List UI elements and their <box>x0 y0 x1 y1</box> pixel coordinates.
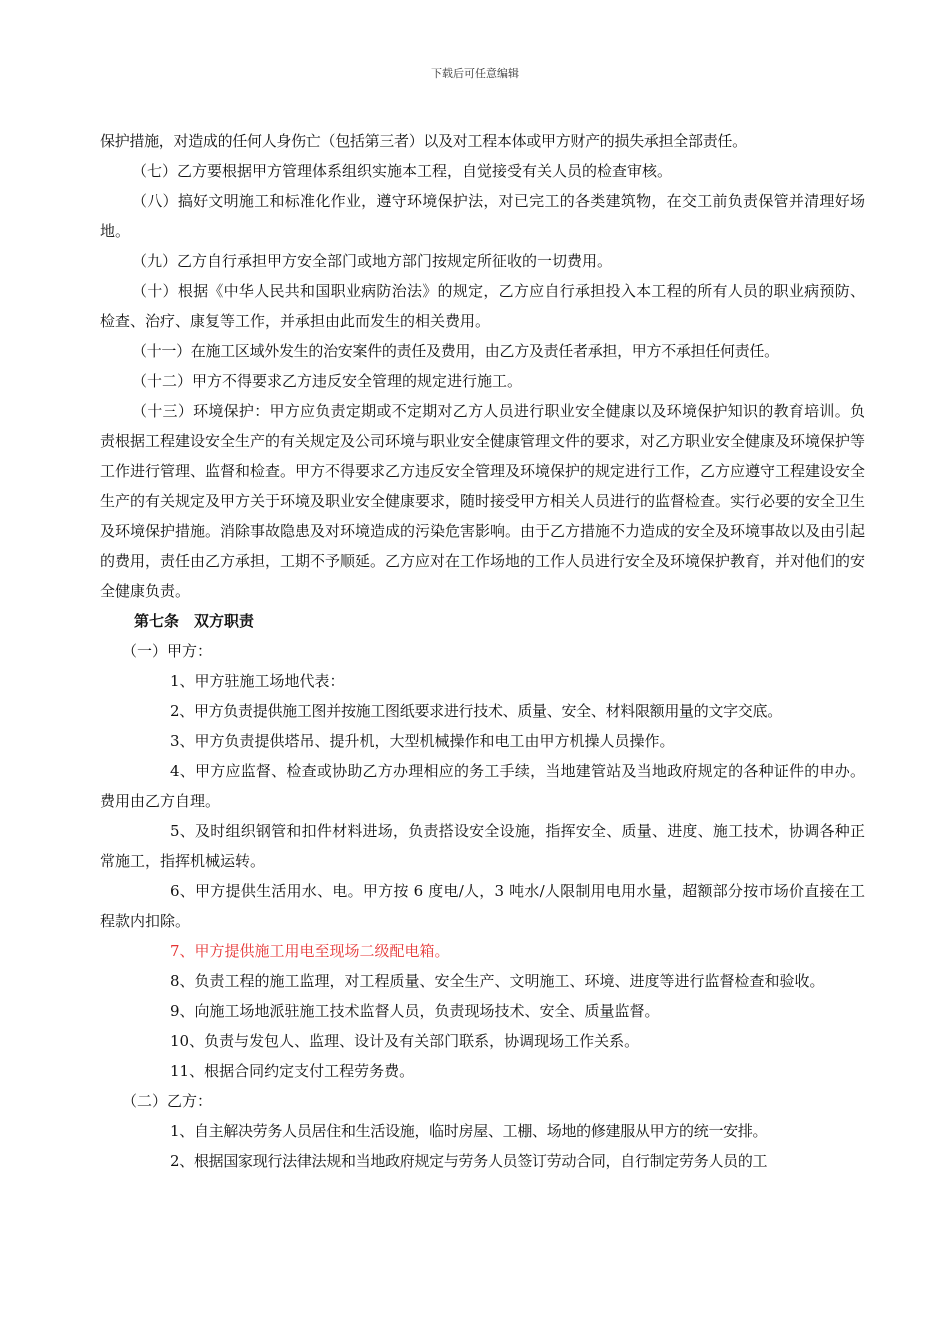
paragraph-clause-11: （十一）在施工区域外发生的治安案件的责任及费用，由乙方及责任者承担，甲方不承担任何责任。 <box>132 342 779 360</box>
page-header: 下载后可任意编辑 <box>431 67 519 80</box>
party-b-item-1: 1、自主解决劳务人员居住和生活设施，临时房屋、工棚、场地的修建服从甲方的统一安排。 <box>170 1122 768 1140</box>
party-a-item-11: 11、根据合同约定支付工程劳务费。 <box>170 1062 415 1080</box>
party-a-item-5: 5、及时组织钢管和扣件材料进场，负责搭设安全设施，指挥安全、质量、进度、施工技术，协调各种正常施工，指挥机械运转。 <box>100 822 865 870</box>
paragraph-clause-12: （十二）甲方不得要求乙方违反安全管理的规定进行施工。 <box>132 372 523 390</box>
party-b-item-2: 2、根据国家现行法律法规和当地政府规定与劳务人员签订劳动合同，自行制定劳务人员的工 <box>170 1152 768 1170</box>
party-b-heading: （二）乙方： <box>122 1092 213 1110</box>
document-body <box>100 126 865 1176</box>
paragraph-clause-13-environment: （十三）环境保护：甲方应负责定期或不定期对乙方人员进行职业安全健康以及环境保护知识的教育培训。负责根据工程建设安全生产的有关规定及公司环境与职业安全健康管理文件的要求，对乙方职业安全健康及环境保护等工作进行管理、监督和检查。甲方不得要求乙方违反安全管理及环境保护的规定进行工作，乙方应遵守工程建设安全生产的有关规定及甲方关于环境及职业安全健康要求，随时接受甲方相关人员进行的监督检查。实行必要的安全卫生及环境保护措施。消除事故隐患及对环境造成的污染危害影响。由于乙方措施不力造成的安全及环境事故以及由引起的费用，责任由乙方承担，工期不予顺延。乙方应对在工作场地的工作人员进行安全及环境保护教育，并对他们的安全健康负责。 <box>100 402 866 600</box>
party-a-item-10: 10、负责与发包人、监理、设计及有关部门联系，协调现场工作关系。 <box>170 1032 640 1050</box>
party-a-item-3: 3、甲方负责提供塔吊、提升机，大型机械操作和电工由甲方机操人员操作。 <box>170 732 675 750</box>
paragraph-clause-8: （八）搞好文明施工和标准化作业，遵守环境保护法，对已完工的各类建筑物，在交工前负责保管并清理好场地。 <box>100 192 865 240</box>
party-a-item-8: 8、负责工程的施工监理，对工程质量、安全生产、文明施工、环境、进度等进行监督检查和验收。 <box>170 972 825 990</box>
party-a-item-7-highlighted: 7、甲方提供施工用电至现场二级配电箱。 <box>170 942 450 960</box>
party-a-heading: （一）甲方： <box>122 642 213 660</box>
party-a-item-6: 6、甲方提供生活用水、电。甲方按 6 度电/人，3 吨水/人限制用电用水量，超额部分按市场价直接在工程款内扣除。 <box>100 882 865 930</box>
party-a-item-1: 1、甲方驻施工场地代表： <box>170 672 345 690</box>
paragraph-clause-7: （七）乙方要根据甲方管理体系组织实施本工程，自觉接受有关人员的检查审核。 <box>132 162 673 180</box>
party-a-item-2: 2、甲方负责提供施工图并按施工图纸要求进行技术、质量、安全、材料限额用量的文字交底。 <box>170 702 782 720</box>
paragraph-protection-measures: 保护措施，对造成的任何人身伤亡（包括第三者）以及对工程本体或甲方财产的损失承担全部责任。 <box>100 132 747 150</box>
section-heading-article-7: 第七条 双方职责 <box>134 612 255 630</box>
party-a-item-9: 9、向施工场地派驻施工技术监督人员，负责现场技术、安全、质量监督。 <box>170 1002 660 1020</box>
paragraph-clause-9: （九）乙方自行承担甲方安全部门或地方部门按规定所征收的一切费用。 <box>132 252 613 270</box>
party-a-item-4: 4、甲方应监督、检查或协助乙方办理相应的务工手续，当地建管站及当地政府规定的各种证件的申办。费用由乙方自理。 <box>100 762 865 810</box>
paragraph-clause-10: （十）根据《中华人民共和国职业病防治法》的规定，乙方应自行承担投入本工程的所有人员的职业病预防、检查、治疗、康复等工作，并承担由此而发生的相关费用。 <box>100 282 865 330</box>
